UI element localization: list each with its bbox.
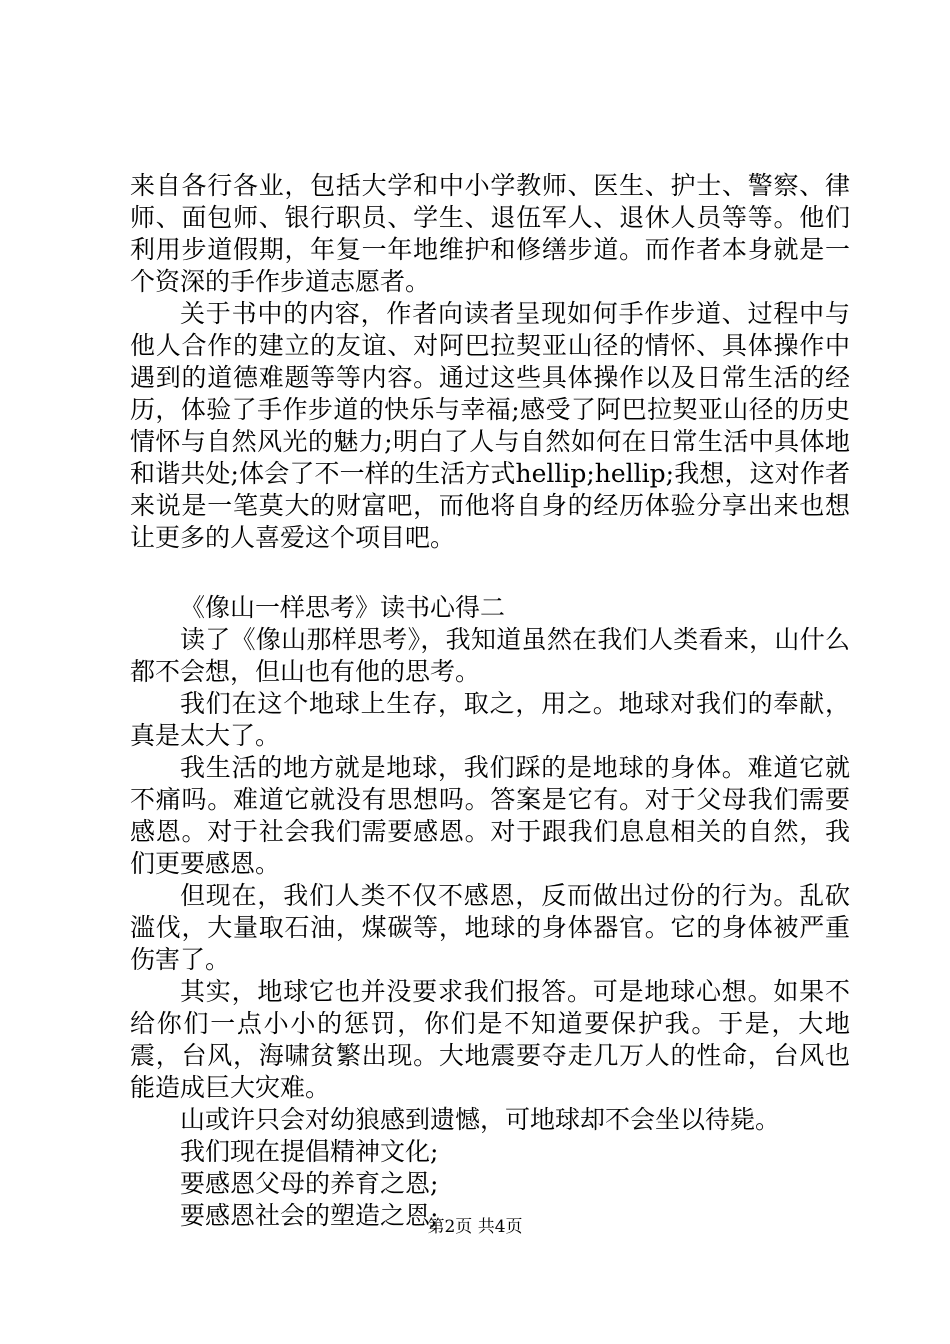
paragraph: 要感恩父母的养育之恩; — [180, 1169, 439, 1198]
paragraph: 我们现在提倡精神文化; — [180, 1137, 439, 1166]
document-body — [130, 170, 850, 1232]
paragraph: 但现在，我们人类不仅不感恩，反而做出过份的行为。乱砍滥伐，大量取石油，煤碳等，地球的身体器官。它的身体被严重伤害了。 — [130, 881, 850, 974]
paragraph: 关于书中的内容，作者向读者呈现如何手作步道、过程中与他人合作的建立的友谊、对阿巴拉契亚山径的情怀、具体操作中遇到的道德难题等等内容。通过这些具体操作以及日常生活的经历，体验了手作步道的快乐与幸福;感受了阿巴拉契亚山径的历史情怀与自然风光的魅力;明白了人与自然如何在日常生活中具体地和谐共处;体会了不一样的生活方式hellip;hellip;我想，这对作者来说是一笔莫大的财富吧，而他将自身的经历体验分享出来也想让更多的人喜爱这个项目吧。 — [130, 299, 850, 552]
paragraph: 要感恩社会的塑造之恩; — [180, 1201, 439, 1230]
paragraph: 我们在这个地球上生存，取之，用之。地球对我们的奉献，真是太大了。 — [130, 689, 850, 750]
paragraph: 来自各行各业，包括大学和中小学教师、医生、护士、警察、律师、面包师、银行职员、学生、退伍军人、退休人员等等。他们利用步道假期，年复一年地维护和修缮步道。而作者本身就是一个资深的手作步道志愿者。 — [130, 171, 850, 296]
section-title: 《像山一样思考》读书心得二 — [180, 593, 506, 622]
paragraph: 山或许只会对幼狼感到遗憾，可地球却不会坐以待毙。 — [180, 1105, 781, 1134]
paragraph: 读了《像山那样思考》，我知道虽然在我们人类看来，山什么都不会想，但山也有他的思考。 — [130, 625, 850, 686]
page-footer: 第2页 共4页 — [427, 1217, 523, 1237]
paragraph: 我生活的地方就是地球，我们踩的是地球的身体。难道它就不痛吗。难道它就没有思想吗。答案是它有。对于父母我们需要感恩。对于社会我们需要感恩。对于跟我们息息相关的自然，我们更要感恩。 — [130, 753, 850, 878]
section-gap — [130, 554, 850, 592]
paragraph: 其实，地球它也并没要求我们报答。可是地球心想。如果不给你们一点小小的惩罚，你们是不知道要保护我。于是，大地震，台风，海啸贫繁出现。大地震要夺走几万人的性命，台风也能造成巨大灾难。 — [130, 977, 850, 1102]
